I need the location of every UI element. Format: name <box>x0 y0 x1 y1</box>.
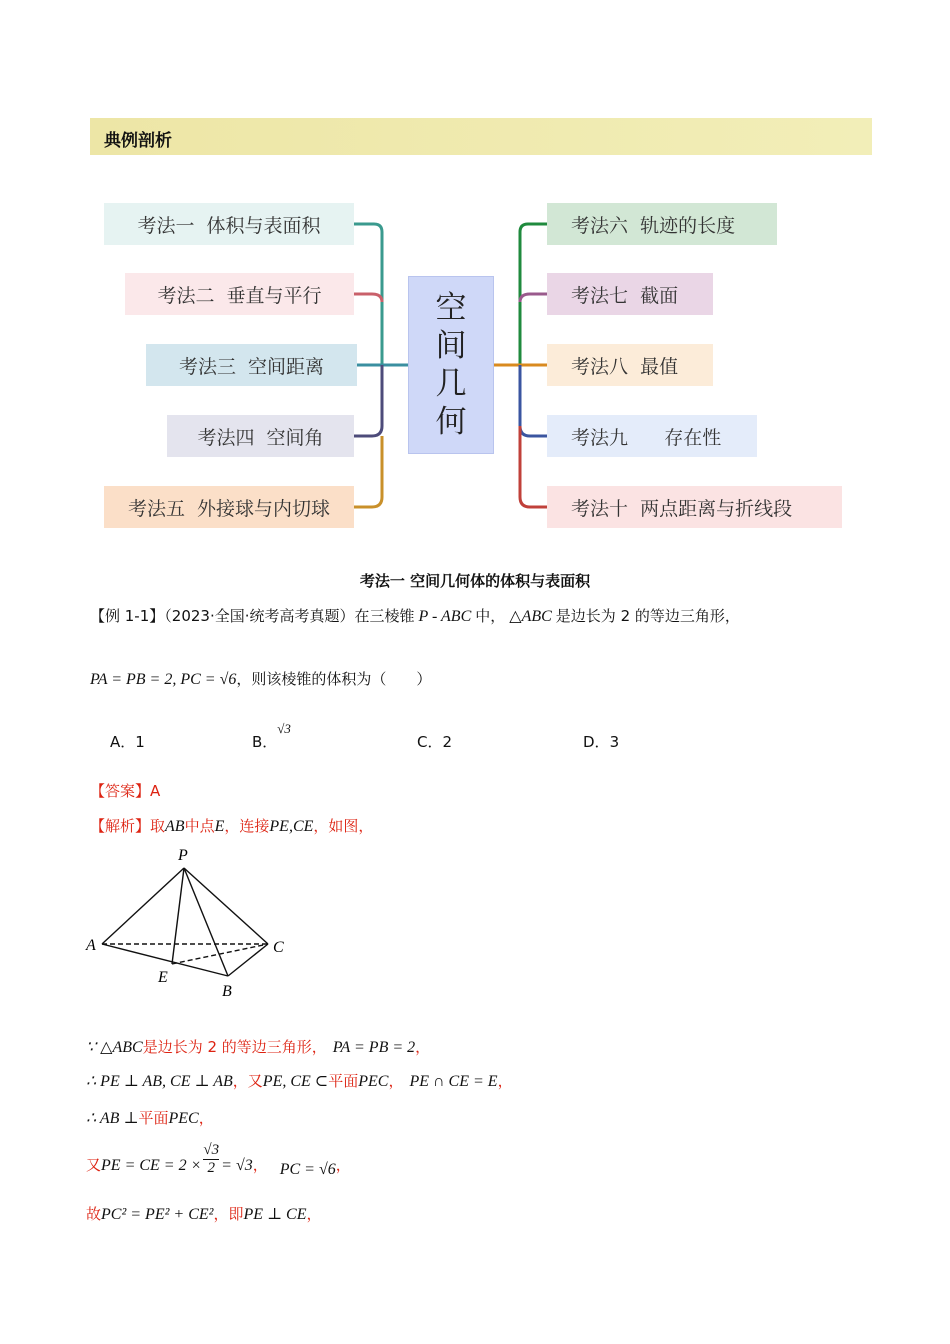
mindmap-node-6: 考法六 轨迹的长度 <box>547 203 777 245</box>
mindmap-node-10: 考法十 两点距离与折线段 <box>547 486 842 528</box>
step-3: ∴ AB ⊥平面PEC， <box>86 1109 214 1127</box>
section-banner-title: 典例剖析 <box>104 131 172 151</box>
label-P: P <box>178 847 188 864</box>
connector-10 <box>520 426 547 507</box>
section-banner <box>90 118 872 155</box>
problem-ask: ，则该棱锥的体积为（ ） <box>236 670 432 688</box>
label-C: C <box>273 939 284 956</box>
step-5: 故PC² = PE² + CE²，即PE ⊥ CE， <box>86 1205 322 1223</box>
connector-7 <box>520 294 547 302</box>
mindmap-center: 空 间 几 何 <box>408 276 494 454</box>
mindmap-node-5: 考法五 外接球与内切球 <box>104 486 354 528</box>
pyramid-figure <box>80 840 310 1005</box>
option-c: C．2 <box>417 733 453 751</box>
step-4: 又PE = CE = 2 × $\frac{√3}{2}$ = √3， PC = √6， <box>86 1142 351 1178</box>
problem-triangle: △ABC <box>509 608 552 625</box>
mindmap-node-7: 考法七 截面 <box>547 273 713 315</box>
mindmap-node-8: 考法八 最值 <box>547 344 713 386</box>
option-a: A．1 <box>110 733 145 751</box>
problem-tag: 【例 1-1】 <box>90 607 165 625</box>
answer-value: A <box>150 782 161 800</box>
analysis-line: 【解析】取AB中点E，连接PE,CE，如图， <box>90 817 374 835</box>
connector-2 <box>354 294 382 302</box>
label-B: B <box>222 983 232 1000</box>
mindmap-node-4: 考法四 空间角 <box>167 415 354 457</box>
option-b: B．√3 <box>252 721 291 751</box>
label-A: A <box>86 937 96 954</box>
mindmap-node-3: 考法三 空间距离 <box>146 344 357 386</box>
mindmap-node-1: 考法一 体积与表面积 <box>104 203 354 245</box>
problem-mid: 中， <box>475 607 506 625</box>
mindmap-node-2: 考法二 垂直与平行 <box>125 273 354 315</box>
problem-condition: PA = PB = 2, PC = √6 <box>90 671 237 688</box>
option-d: D．3 <box>583 733 620 751</box>
section-heading: 考法一 空间几何体的体积与表面积 <box>359 572 591 590</box>
problem-pyramid: P - ABC <box>418 608 472 625</box>
label-E: E <box>158 969 168 986</box>
problem-line-2 <box>90 668 431 689</box>
problem-source: （2023·全国·统考高考真题）在三棱锥 <box>164 607 415 625</box>
connector-9 <box>520 365 547 436</box>
mindmap-node-9: 考法九 存在性 <box>547 415 757 457</box>
connector-5 <box>354 436 382 507</box>
problem-rest: 是边长为 2 的等边三角形， <box>555 607 740 625</box>
connector-4 <box>354 365 382 436</box>
problem-line-1 <box>90 605 740 626</box>
answer-label: 【答案】 <box>90 782 151 800</box>
step-1: ∵ △ABC是边长为 2 的等边三角形， PA = PB = 2， <box>86 1038 431 1056</box>
answer-line <box>90 780 160 801</box>
step-2: ∴ PE ⊥ AB, CE ⊥ AB，又PE, CE ⊂平面PEC， PE ∩ CE = E， <box>86 1072 513 1090</box>
